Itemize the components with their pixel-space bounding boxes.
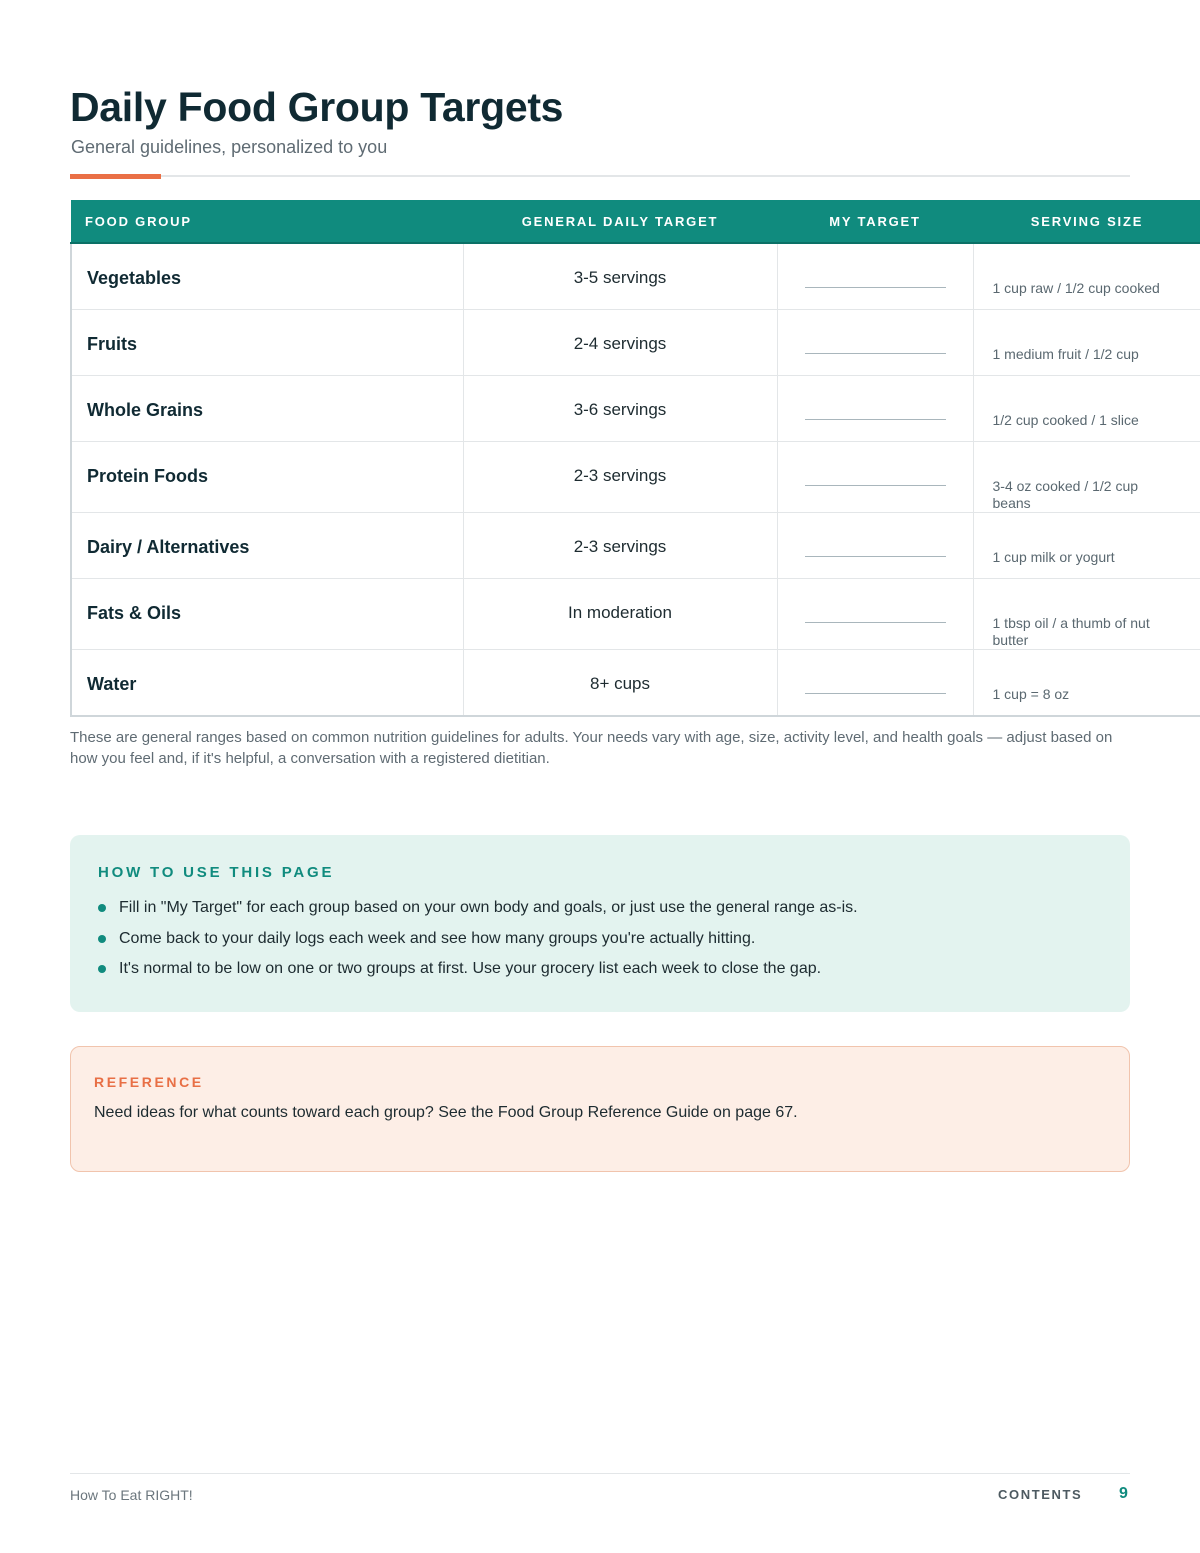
food-group-name: Protein Foods [87,466,208,486]
general-target-cell [463,442,777,513]
general-target-cell [463,650,777,717]
serving-size-value: 1 cup raw / 1/2 cup cooked [992,280,1160,296]
serving-size-value: 3-4 oz cooked / 1/2 cup beans [992,478,1139,511]
table-row [71,442,1200,513]
page-subtitle: General guidelines, personalized to you [71,137,388,157]
food-group-cell [71,243,463,310]
serving-size-cell [973,310,1200,376]
column-header-food-group: FOOD GROUP [71,200,463,243]
page-title: Daily Food Group Targets [70,84,564,130]
my-target-input-line[interactable] [805,622,946,623]
food-group-name: Fruits [87,334,138,354]
serving-size-cell [973,442,1200,513]
title-accent-bar [70,174,161,179]
my-target-cell[interactable] [777,442,973,513]
general-target-value: 2-3 servings [573,466,667,485]
footer-divider [70,1473,1130,1474]
column-header-general-daily-target: GENERAL DAILY TARGET [463,200,777,243]
serving-size-cell [973,579,1200,650]
table-row [71,376,1200,442]
list-item-text: Come back to your daily logs each week and see how many groups you're actually hitting. [119,929,756,947]
food-group-targets-table [70,200,1200,717]
bullet-dot-icon [98,904,106,912]
list-item-text: Fill in "My Target" for each group based on your own body and goals, or just use the general range as-is. [119,899,858,916]
list-item [98,960,858,991]
table-row [71,650,1200,717]
how-to-use-list [98,899,858,991]
my-target-cell[interactable] [777,513,973,579]
food-group-name: Dairy / Alternatives [87,537,250,557]
how-to-use-panel [70,835,1130,1012]
food-group-cell [71,650,463,717]
food-group-cell [71,442,463,513]
serving-size-cell [973,243,1200,310]
food-group-cell [71,579,463,650]
general-target-value: 2-4 servings [573,334,667,353]
general-target-cell [463,243,777,310]
list-item [98,930,858,961]
general-target-value: In moderation [568,603,672,622]
food-group-name: Water [87,674,137,694]
general-target-value: 3-5 servings [573,268,667,287]
table-row [71,513,1200,579]
food-group-name: Whole Grains [87,400,204,420]
general-target-cell [463,310,777,376]
food-group-name: Fats & Oils [87,603,182,623]
table-header-row [71,200,1200,243]
column-header-my-target: MY TARGET [777,200,973,243]
my-target-cell[interactable] [777,243,973,310]
table-row [71,243,1200,310]
serving-size-value: 1 tbsp oil / a thumb of nut butter [992,615,1150,648]
serving-size-value: 1/2 cup cooked / 1 slice [992,412,1139,428]
footer-page-number: 9 [1119,1485,1128,1502]
serving-size-value: 1 cup milk or yogurt [992,549,1115,565]
my-target-input-line[interactable] [805,353,946,354]
how-to-use-heading: HOW TO USE THIS PAGE [98,864,335,881]
footer-book-title: How To Eat RIGHT! [70,1487,193,1503]
list-item [98,899,858,930]
my-target-cell[interactable] [777,376,973,442]
serving-size-value: 1 cup = 8 oz [992,686,1070,702]
my-target-input-line[interactable] [805,419,946,420]
table-row [71,310,1200,376]
my-target-input-line[interactable] [805,485,946,486]
reference-text: Need ideas for what counts toward each group? See the Food Group Reference Guide on page 67. [94,1104,798,1121]
food-group-cell [71,310,463,376]
bullet-dot-icon [98,965,106,973]
my-target-cell[interactable] [777,579,973,650]
my-target-input-line[interactable] [805,287,946,288]
table-row [71,579,1200,650]
general-target-cell [463,579,777,650]
guidelines-note: These are general ranges based on common nutrition guidelines for adults. Your needs vary with age, size, activity level, and health goals — adjust based on how you feel and, if it's helpful, a conversation with a registered dietitian. [70,729,1113,767]
general-target-cell [463,513,777,579]
serving-size-value: 1 medium fruit / 1/2 cup [992,346,1139,362]
general-target-cell [463,376,777,442]
my-target-cell[interactable] [777,310,973,376]
general-target-value: 8+ cups [589,674,650,693]
food-group-name: Vegetables [87,268,182,288]
serving-size-cell [973,376,1200,442]
my-target-input-line[interactable] [805,693,946,694]
general-target-value: 3-6 servings [573,400,667,419]
reference-heading: REFERENCE [94,1074,204,1090]
my-target-input-line[interactable] [805,556,946,557]
general-target-value: 2-3 servings [573,537,667,556]
serving-size-cell [973,513,1200,579]
list-item-text: It's normal to be low on one or two groups at first. Use your grocery list each week to close the gap. [119,960,822,977]
bullet-dot-icon [98,935,106,943]
title-divider [70,175,1130,177]
reference-callout [70,1046,1130,1172]
food-group-cell [71,513,463,579]
food-group-cell [71,376,463,442]
serving-size-cell [973,650,1200,717]
footer-contents-link[interactable]: CONTENTS [998,1487,1083,1502]
column-header-serving-size: SERVING SIZE [973,200,1200,243]
my-target-cell[interactable] [777,650,973,717]
